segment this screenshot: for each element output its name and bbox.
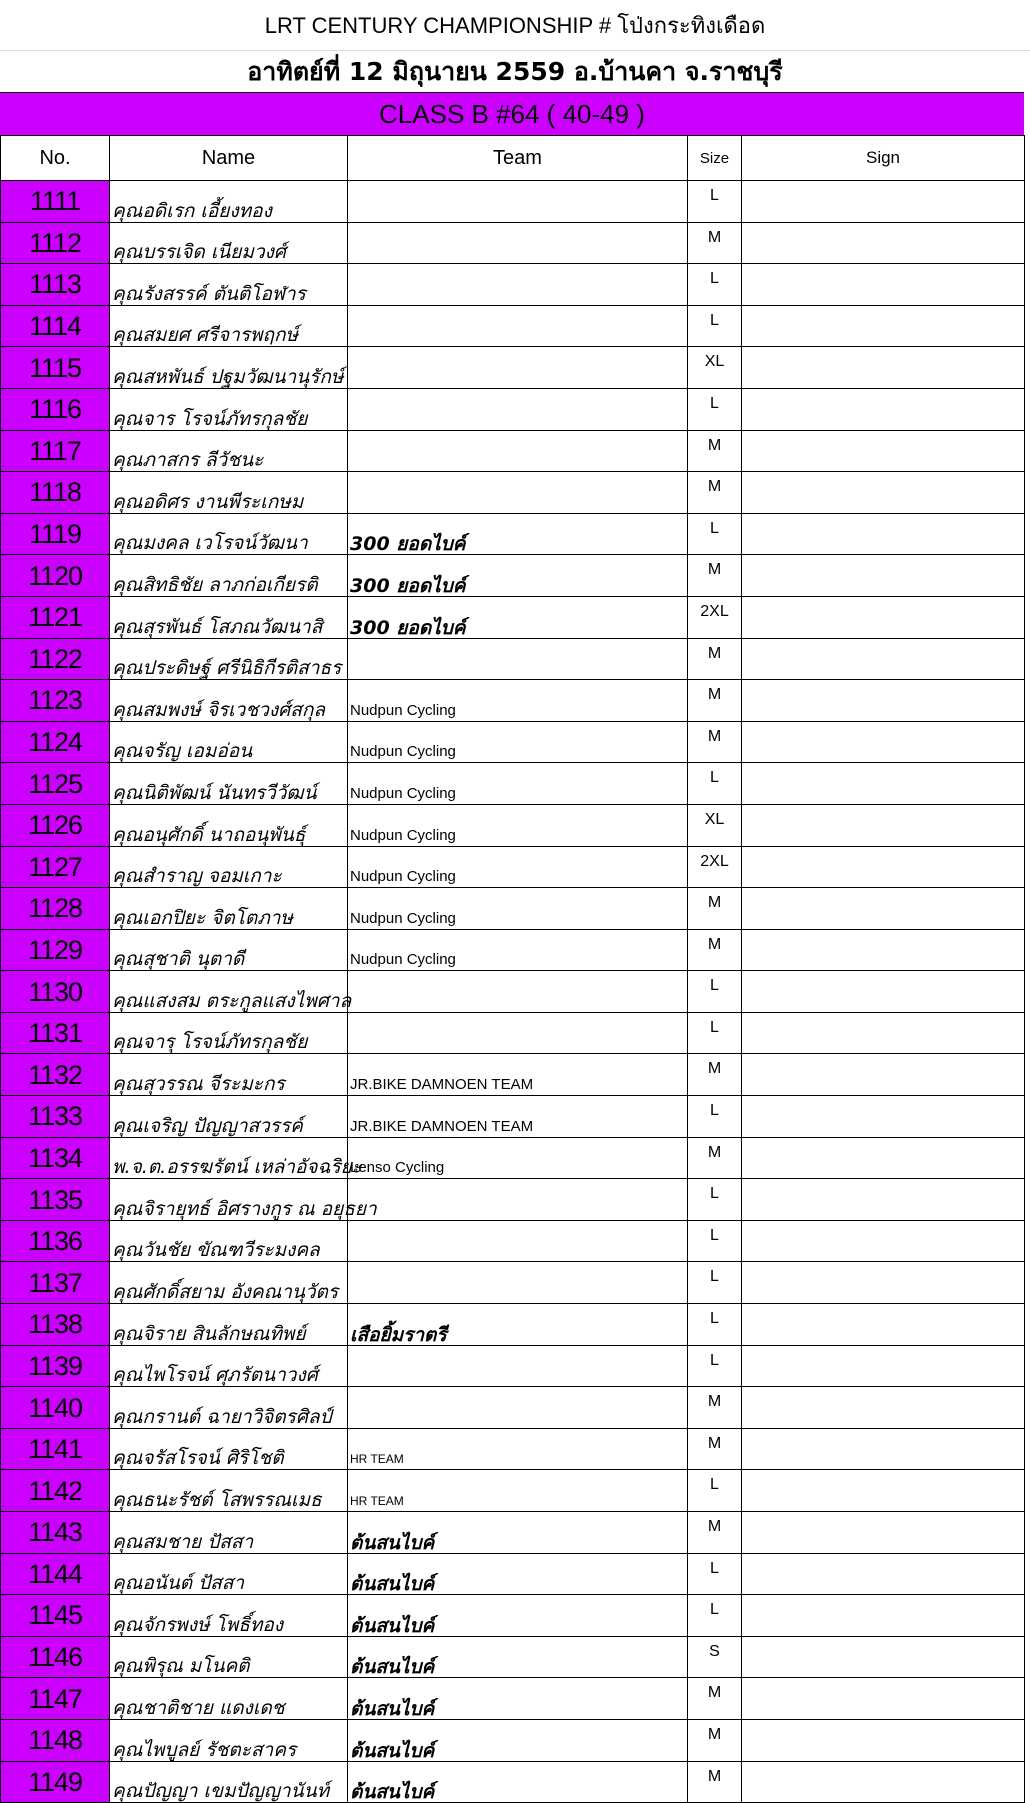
shirt-size: M bbox=[688, 1761, 742, 1803]
rider-number: 1120 bbox=[1, 555, 110, 597]
column-header-team: Team bbox=[348, 136, 688, 181]
rider-name: คุณอดิเรก เอี้ยงทอง bbox=[110, 181, 348, 223]
table-row bbox=[1, 1470, 1025, 1512]
shirt-size: 2XL bbox=[688, 596, 742, 638]
shirt-size: L bbox=[688, 1595, 742, 1637]
rider-team: ต้นสนไบค์ bbox=[348, 1512, 688, 1554]
shirt-size: XL bbox=[688, 804, 742, 846]
signature-cell bbox=[742, 181, 1025, 223]
registration-table bbox=[0, 135, 1025, 1803]
rider-number: 1129 bbox=[1, 929, 110, 971]
rider-name: คุณไพบูลย์ รัชตะสาคร bbox=[110, 1719, 348, 1761]
shirt-size: M bbox=[688, 721, 742, 763]
shirt-size: M bbox=[688, 430, 742, 472]
table-row bbox=[1, 1054, 1025, 1096]
rider-number: 1128 bbox=[1, 888, 110, 930]
rider-team: Nudpun Cycling bbox=[348, 721, 688, 763]
rider-number: 1134 bbox=[1, 1137, 110, 1179]
rider-team: 300 ยอดไบค์ bbox=[348, 596, 688, 638]
rider-number: 1121 bbox=[1, 596, 110, 638]
shirt-size: L bbox=[688, 1553, 742, 1595]
rider-name: คุณพิรุณ มโนคติ bbox=[110, 1636, 348, 1678]
table-row bbox=[1, 1179, 1025, 1221]
rider-number: 1133 bbox=[1, 1096, 110, 1138]
rider-name: คุณนิติพัฒน์ นันทรวีวัฒน์ bbox=[110, 763, 348, 805]
shirt-size: L bbox=[688, 1304, 742, 1346]
signature-cell bbox=[742, 846, 1025, 888]
signature-cell bbox=[742, 1137, 1025, 1179]
signature-cell bbox=[742, 264, 1025, 306]
table-row bbox=[1, 388, 1025, 430]
rider-team: Nudpun Cycling bbox=[348, 680, 688, 722]
signature-cell bbox=[742, 1220, 1025, 1262]
rider-number: 1136 bbox=[1, 1220, 110, 1262]
rider-number: 1144 bbox=[1, 1553, 110, 1595]
rider-name: คุณสมพงษ์ จิรเวชวงศ์สกุล bbox=[110, 680, 348, 722]
signature-cell bbox=[742, 1387, 1025, 1429]
signature-cell bbox=[742, 804, 1025, 846]
rider-team: 300 ยอดไบค์ bbox=[348, 513, 688, 555]
rider-team: Nudpun Cycling bbox=[348, 804, 688, 846]
rider-team: JR.BIKE DAMNOEN TEAM bbox=[348, 1054, 688, 1096]
table-row bbox=[1, 472, 1025, 514]
rider-number: 1127 bbox=[1, 846, 110, 888]
table-row bbox=[1, 929, 1025, 971]
table-row bbox=[1, 1595, 1025, 1637]
shirt-size: XL bbox=[688, 347, 742, 389]
signature-cell bbox=[742, 305, 1025, 347]
rider-number: 1146 bbox=[1, 1636, 110, 1678]
shirt-size: M bbox=[688, 1137, 742, 1179]
rider-name: คุณมงคล เวโรจน์วัฒนา bbox=[110, 513, 348, 555]
rider-team bbox=[348, 222, 688, 264]
signature-cell bbox=[742, 1179, 1025, 1221]
signature-cell bbox=[742, 347, 1025, 389]
shirt-size: M bbox=[688, 1512, 742, 1554]
rider-team bbox=[348, 1012, 688, 1054]
rider-number: 1118 bbox=[1, 472, 110, 514]
signature-cell bbox=[742, 1096, 1025, 1138]
signature-cell bbox=[742, 1304, 1025, 1346]
table-row bbox=[1, 846, 1025, 888]
rider-name: คุณอดิศร งานพีระเกษม bbox=[110, 472, 348, 514]
signature-cell bbox=[742, 555, 1025, 597]
rider-number: 1126 bbox=[1, 804, 110, 846]
signature-cell bbox=[742, 1553, 1025, 1595]
column-header-sign: Sign bbox=[742, 136, 1025, 181]
rider-number: 1114 bbox=[1, 305, 110, 347]
rider-name: คุณแสงสม ตระกูลแสงไพศาล bbox=[110, 971, 348, 1013]
rider-team: Nudpun Cycling bbox=[348, 929, 688, 971]
rider-team bbox=[348, 638, 688, 680]
rider-number: 1138 bbox=[1, 1304, 110, 1346]
signature-cell bbox=[742, 1262, 1025, 1304]
table-header-row bbox=[1, 136, 1025, 181]
rider-name: คุณเจริญ ปัญญาสวรรค์ bbox=[110, 1096, 348, 1138]
rider-team: Nudpun Cycling bbox=[348, 888, 688, 930]
signature-cell bbox=[742, 1595, 1025, 1637]
shirt-size: L bbox=[688, 1096, 742, 1138]
shirt-size: L bbox=[688, 763, 742, 805]
shirt-size: L bbox=[688, 1179, 742, 1221]
rider-team bbox=[348, 1345, 688, 1387]
rider-number: 1137 bbox=[1, 1262, 110, 1304]
rider-number: 1132 bbox=[1, 1054, 110, 1096]
table-row bbox=[1, 680, 1025, 722]
signature-cell bbox=[742, 680, 1025, 722]
table-row bbox=[1, 804, 1025, 846]
rider-name: คุณกรานต์ ฉายาวิจิตรศิลป์ bbox=[110, 1387, 348, 1429]
table-row bbox=[1, 513, 1025, 555]
rider-name: คุณปัญญา เขมปัญญานันท์ bbox=[110, 1761, 348, 1803]
rider-number: 1147 bbox=[1, 1678, 110, 1720]
rider-team bbox=[348, 264, 688, 306]
rider-team: HR TEAM bbox=[348, 1470, 688, 1512]
rider-name: คุณรังสรรค์ ตันติโอฬาร bbox=[110, 264, 348, 306]
table-row bbox=[1, 181, 1025, 223]
rider-name: คุณสมชาย ปัสสา bbox=[110, 1512, 348, 1554]
rider-number: 1115 bbox=[1, 347, 110, 389]
table-row bbox=[1, 1553, 1025, 1595]
signature-cell bbox=[742, 472, 1025, 514]
rider-number: 1135 bbox=[1, 1179, 110, 1221]
signature-cell bbox=[742, 1470, 1025, 1512]
table-row bbox=[1, 888, 1025, 930]
signature-cell bbox=[742, 929, 1025, 971]
rider-number: 1117 bbox=[1, 430, 110, 472]
table-row bbox=[1, 638, 1025, 680]
rider-number: 1124 bbox=[1, 721, 110, 763]
event-title: LRT CENTURY CHAMPIONSHIP # โป่งกระทิงเดือด bbox=[264, 12, 766, 38]
rider-name: คุณชาติชาย แดงเดช bbox=[110, 1678, 348, 1720]
rider-team: JR.BIKE DAMNOEN TEAM bbox=[348, 1096, 688, 1138]
rider-name: คุณสมยศ ศรีจารพฤกษ์ bbox=[110, 305, 348, 347]
signature-cell bbox=[742, 1428, 1025, 1470]
column-header-size: Size bbox=[688, 136, 742, 181]
rider-team bbox=[348, 347, 688, 389]
table-row bbox=[1, 1304, 1025, 1346]
rider-number: 1123 bbox=[1, 680, 110, 722]
table-row bbox=[1, 1012, 1025, 1054]
shirt-size: M bbox=[688, 888, 742, 930]
signature-cell bbox=[742, 1719, 1025, 1761]
rider-number: 1125 bbox=[1, 763, 110, 805]
table-row bbox=[1, 1719, 1025, 1761]
rider-number: 1143 bbox=[1, 1512, 110, 1554]
rider-number: 1141 bbox=[1, 1428, 110, 1470]
rider-name: คุณภาสกร ลีวัชนะ bbox=[110, 430, 348, 472]
signature-cell bbox=[742, 513, 1025, 555]
rider-team bbox=[348, 472, 688, 514]
rider-number: 1113 bbox=[1, 264, 110, 306]
shirt-size: M bbox=[688, 929, 742, 971]
rider-name: คุณจาร โรจน์ภัทรกุลชัย bbox=[110, 388, 348, 430]
table-row bbox=[1, 971, 1025, 1013]
table-row bbox=[1, 763, 1025, 805]
table-row bbox=[1, 222, 1025, 264]
column-header-name: Name bbox=[110, 136, 348, 181]
signature-cell bbox=[742, 1512, 1025, 1554]
shirt-size: S bbox=[688, 1636, 742, 1678]
rider-number: 1116 bbox=[1, 388, 110, 430]
table-row bbox=[1, 721, 1025, 763]
rider-team bbox=[348, 430, 688, 472]
rider-team: ต้นสนไบค์ bbox=[348, 1636, 688, 1678]
rider-name: คุณสิทธิชัย ลาภก่อเกียรติ bbox=[110, 555, 348, 597]
rider-team: ต้นสนไบค์ bbox=[348, 1553, 688, 1595]
shirt-size: L bbox=[688, 1220, 742, 1262]
signature-cell bbox=[742, 430, 1025, 472]
shirt-size: M bbox=[688, 222, 742, 264]
shirt-size: M bbox=[688, 1054, 742, 1096]
rider-name: คุณจิราย สินลักษณทิพย์ bbox=[110, 1304, 348, 1346]
rider-number: 1131 bbox=[1, 1012, 110, 1054]
rider-number: 1140 bbox=[1, 1387, 110, 1429]
shirt-size: L bbox=[688, 1262, 742, 1304]
rider-number: 1142 bbox=[1, 1470, 110, 1512]
signature-cell bbox=[742, 1054, 1025, 1096]
shirt-size: M bbox=[688, 1428, 742, 1470]
rider-name: คุณจรัญ เอมอ่อน bbox=[110, 721, 348, 763]
signature-cell bbox=[742, 971, 1025, 1013]
table-row bbox=[1, 596, 1025, 638]
rider-number: 1145 bbox=[1, 1595, 110, 1637]
table-row bbox=[1, 347, 1025, 389]
signature-cell bbox=[742, 638, 1025, 680]
table-row bbox=[1, 555, 1025, 597]
shirt-size: M bbox=[688, 1387, 742, 1429]
table-row bbox=[1, 1262, 1025, 1304]
signature-cell bbox=[742, 1761, 1025, 1803]
table-row bbox=[1, 1096, 1025, 1138]
shirt-size: M bbox=[688, 638, 742, 680]
rider-name: คุณอนุศักดิ์ นาถอนุพันธุ์ bbox=[110, 804, 348, 846]
shirt-size: L bbox=[688, 305, 742, 347]
shirt-size: L bbox=[688, 1470, 742, 1512]
shirt-size: L bbox=[688, 181, 742, 223]
table-row bbox=[1, 305, 1025, 347]
shirt-size: M bbox=[688, 680, 742, 722]
table-row bbox=[1, 430, 1025, 472]
signature-cell bbox=[742, 1636, 1025, 1678]
column-header-no: No. bbox=[1, 136, 110, 181]
table-row bbox=[1, 1636, 1025, 1678]
shirt-size: M bbox=[688, 1719, 742, 1761]
table-row bbox=[1, 1761, 1025, 1803]
rider-name: คุณจรัสโรจน์ ศิริโชติ bbox=[110, 1428, 348, 1470]
signature-cell bbox=[742, 222, 1025, 264]
rider-team: HR TEAM bbox=[348, 1428, 688, 1470]
table-row bbox=[1, 1220, 1025, 1262]
shirt-size: M bbox=[688, 555, 742, 597]
rider-name: คุณจารุ โรจน์ภัทรกุลชัย bbox=[110, 1012, 348, 1054]
rider-number: 1149 bbox=[1, 1761, 110, 1803]
rider-name: คุณสุวรรณ จีระมะกร bbox=[110, 1054, 348, 1096]
table-row bbox=[1, 1512, 1025, 1554]
rider-name: คุณจิรายุทธ์ อิศรางกูร ณ อยุธยา bbox=[110, 1179, 348, 1221]
rider-team: 300 ยอดไบค์ bbox=[348, 555, 688, 597]
signature-cell bbox=[742, 763, 1025, 805]
shirt-size: L bbox=[688, 971, 742, 1013]
rider-team: ต้นสนไบค์ bbox=[348, 1678, 688, 1720]
rider-name: คุณประดิษฐ์ ศรีนิธิกีรติสาธร bbox=[110, 638, 348, 680]
rider-number: 1111 bbox=[1, 181, 110, 223]
shirt-size: M bbox=[688, 1678, 742, 1720]
rider-name: คุณจักรพงษ์ โพธิ์ทอง bbox=[110, 1595, 348, 1637]
shirt-size: L bbox=[688, 1012, 742, 1054]
rider-name: คุณวันชัย ขัณฑวีระมงคล bbox=[110, 1220, 348, 1262]
table-row bbox=[1, 1137, 1025, 1179]
rider-name: คุณศักดิ์สยาม อังคณานุวัตร bbox=[110, 1262, 348, 1304]
rider-number: 1122 bbox=[1, 638, 110, 680]
shirt-size: L bbox=[688, 513, 742, 555]
shirt-size: L bbox=[688, 388, 742, 430]
rider-number: 1112 bbox=[1, 222, 110, 264]
table-row bbox=[1, 1678, 1025, 1720]
table-row bbox=[1, 1428, 1025, 1470]
rider-team bbox=[348, 181, 688, 223]
rider-name: คุณสหพันธ์ ปฐมวัฒนานุรักษ์ bbox=[110, 347, 348, 389]
signature-cell bbox=[742, 721, 1025, 763]
rider-team bbox=[348, 1179, 688, 1221]
rider-team: Lenso Cycling bbox=[348, 1137, 688, 1179]
rider-number: 1139 bbox=[1, 1345, 110, 1387]
rider-name: คุณสำราญ จอมเกาะ bbox=[110, 846, 348, 888]
rider-team: ต้นสนไบค์ bbox=[348, 1761, 688, 1803]
event-date-location: อาทิตย์ที่ 12 มิถุนายน 2559 อ.บ้านคา จ.ราชบุรี bbox=[0, 50, 1030, 93]
signature-cell bbox=[742, 1678, 1025, 1720]
rider-name: พ.จ.ต.อรรฆรัตน์ เหล่าอัจฉริยะ bbox=[110, 1137, 348, 1179]
rider-team bbox=[348, 1387, 688, 1429]
rider-team bbox=[348, 1262, 688, 1304]
rider-number: 1148 bbox=[1, 1719, 110, 1761]
rider-team: เสือยิ้มราตรี bbox=[348, 1304, 688, 1346]
rider-number: 1119 bbox=[1, 513, 110, 555]
rider-name: คุณธนะรัชต์ โสพรรณเมธ bbox=[110, 1470, 348, 1512]
rider-number: 1130 bbox=[1, 971, 110, 1013]
rider-name: คุณไพโรจน์ ศุภรัตนาวงศ์ bbox=[110, 1345, 348, 1387]
rider-name: คุณสุรพันธ์ โสภณวัฒนาสิ bbox=[110, 596, 348, 638]
signature-cell bbox=[742, 1012, 1025, 1054]
rider-team bbox=[348, 971, 688, 1013]
rider-name: คุณสุชาติ นุตาดี bbox=[110, 929, 348, 971]
signature-cell bbox=[742, 888, 1025, 930]
shirt-size: 2XL bbox=[688, 846, 742, 888]
signature-cell bbox=[742, 1345, 1025, 1387]
rider-name: คุณเอกปิยะ จิตโตภาษ bbox=[110, 888, 348, 930]
rider-team: ต้นสนไบค์ bbox=[348, 1595, 688, 1637]
table-row bbox=[1, 264, 1025, 306]
rider-team bbox=[348, 388, 688, 430]
signature-cell bbox=[742, 388, 1025, 430]
rider-team bbox=[348, 305, 688, 347]
rider-name: คุณอนันต์ ปัสสา bbox=[110, 1553, 348, 1595]
rider-team: Nudpun Cycling bbox=[348, 763, 688, 805]
shirt-size: L bbox=[688, 264, 742, 306]
shirt-size: L bbox=[688, 1345, 742, 1387]
signature-cell bbox=[742, 596, 1025, 638]
rider-name: คุณบรรเจิด เนียมวงศ์ bbox=[110, 222, 348, 264]
class-label: CLASS B #64 ( 40-49 ) bbox=[0, 92, 1024, 136]
table-row bbox=[1, 1345, 1025, 1387]
rider-team: ต้นสนไบค์ bbox=[348, 1719, 688, 1761]
table-row bbox=[1, 1387, 1025, 1429]
rider-team: Nudpun Cycling bbox=[348, 846, 688, 888]
shirt-size: M bbox=[688, 472, 742, 514]
rider-team bbox=[348, 1220, 688, 1262]
